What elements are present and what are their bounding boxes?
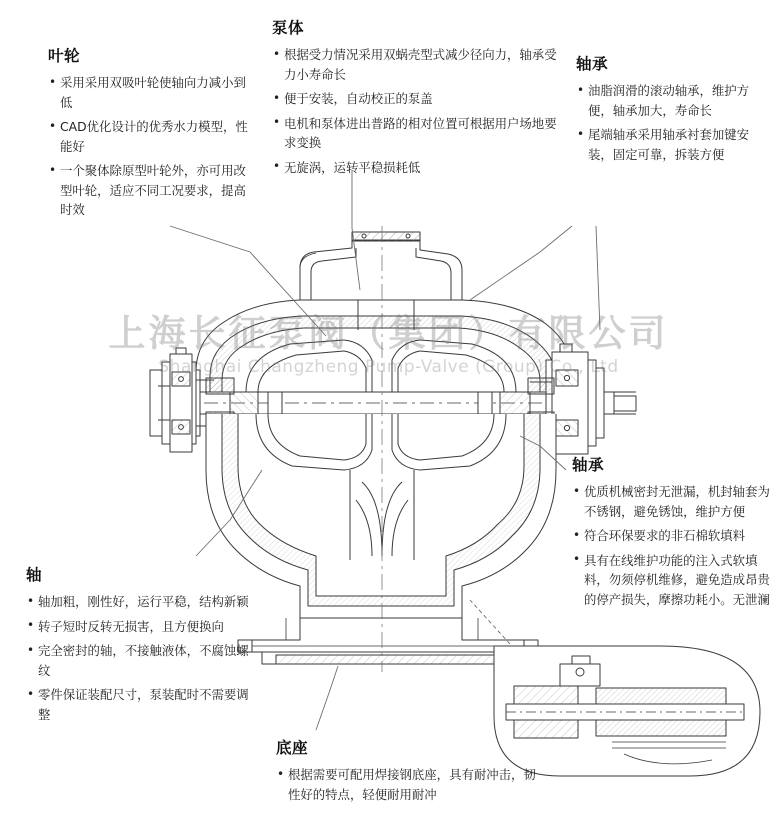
list-item: • 油脂润滑的滚动轴承，维护方便，轴承加大，寿命长 bbox=[576, 81, 772, 120]
callout-pump-body-title: 泵体 bbox=[272, 19, 305, 37]
list-item: • 优质机械密封无泄漏，机封轴套为不锈钢，避免锈蚀，维护方便 bbox=[572, 482, 774, 521]
callout-base bbox=[276, 736, 536, 809]
callout-shaft-title: 轴 bbox=[26, 566, 43, 584]
callout-pump-body bbox=[272, 16, 562, 182]
list-item: • CAD优化设计的优秀水力模型，性能好 bbox=[48, 117, 248, 156]
list-item: • 零件保证装配尺寸，泵装配时不需要调整 bbox=[26, 685, 256, 724]
callout-base-title: 底座 bbox=[276, 739, 309, 757]
watermark-english: Shanghai Changzheng Pump-Valve (Group) Co., Ltd bbox=[158, 357, 619, 377]
list-item: • 符合环保要求的非石棉软填料 bbox=[572, 526, 774, 546]
callout-bearing-top-list bbox=[576, 81, 772, 164]
callout-shaft-list bbox=[26, 592, 256, 724]
list-item: • 采用采用双吸叶轮使轴向力减小到低 bbox=[48, 73, 248, 112]
list-item: • 完全密封的轴，不接触液体，不腐蚀螺纹 bbox=[26, 641, 256, 680]
list-item: • 具有在线维护功能的注入式软填料，勿须停机维修，避免造成昂贵的停产损失，摩擦功耗小。无泄澜 bbox=[572, 551, 774, 610]
callout-bearing-bottom-title: 轴承 bbox=[572, 456, 605, 474]
list-item: • 无旋涡，运转平稳损耗低 bbox=[272, 158, 562, 178]
list-item: • 根据需要可配用焊接钢底座，具有耐冲击，韧性好的特点，轻便耐用耐冲 bbox=[276, 765, 536, 804]
callout-bearing-bottom-list bbox=[572, 482, 774, 609]
list-item: • 根据受力情况采用双蜗壳型式减少径向力，轴承受力小寿命长 bbox=[272, 45, 562, 84]
list-item: • 转子短时反转无损害，且方便换向 bbox=[26, 617, 256, 637]
callout-impeller bbox=[48, 44, 248, 225]
callout-shaft bbox=[26, 563, 256, 729]
list-item: • 一个聚体除原型叶轮外，亦可用改型叶轮，适应不同工况要求，提高时效 bbox=[48, 161, 248, 220]
list-item: • 尾端轴承采用轴承衬套加键安装，固定可靠，拆装方便 bbox=[576, 125, 772, 164]
watermark-chinese: 上海长征泵阀（集团）有限公司 bbox=[108, 312, 669, 355]
callout-impeller-list bbox=[48, 73, 248, 220]
callout-base-list bbox=[276, 765, 536, 804]
callout-bearing-top-title: 轴承 bbox=[576, 55, 609, 73]
callout-impeller-title: 叶轮 bbox=[48, 47, 81, 65]
list-item: • 电机和泵体进出普路的相对位置可根据用户场地要求变换 bbox=[272, 114, 562, 153]
callout-bearing-top bbox=[576, 52, 772, 169]
callout-pump-body-list bbox=[272, 45, 562, 177]
callout-bearing-bottom bbox=[572, 453, 774, 614]
list-item: • 便于安装，自动校正的泵盖 bbox=[272, 89, 562, 109]
list-item: • 轴加粗，刚性好，运行平稳，结构新颖 bbox=[26, 592, 256, 612]
